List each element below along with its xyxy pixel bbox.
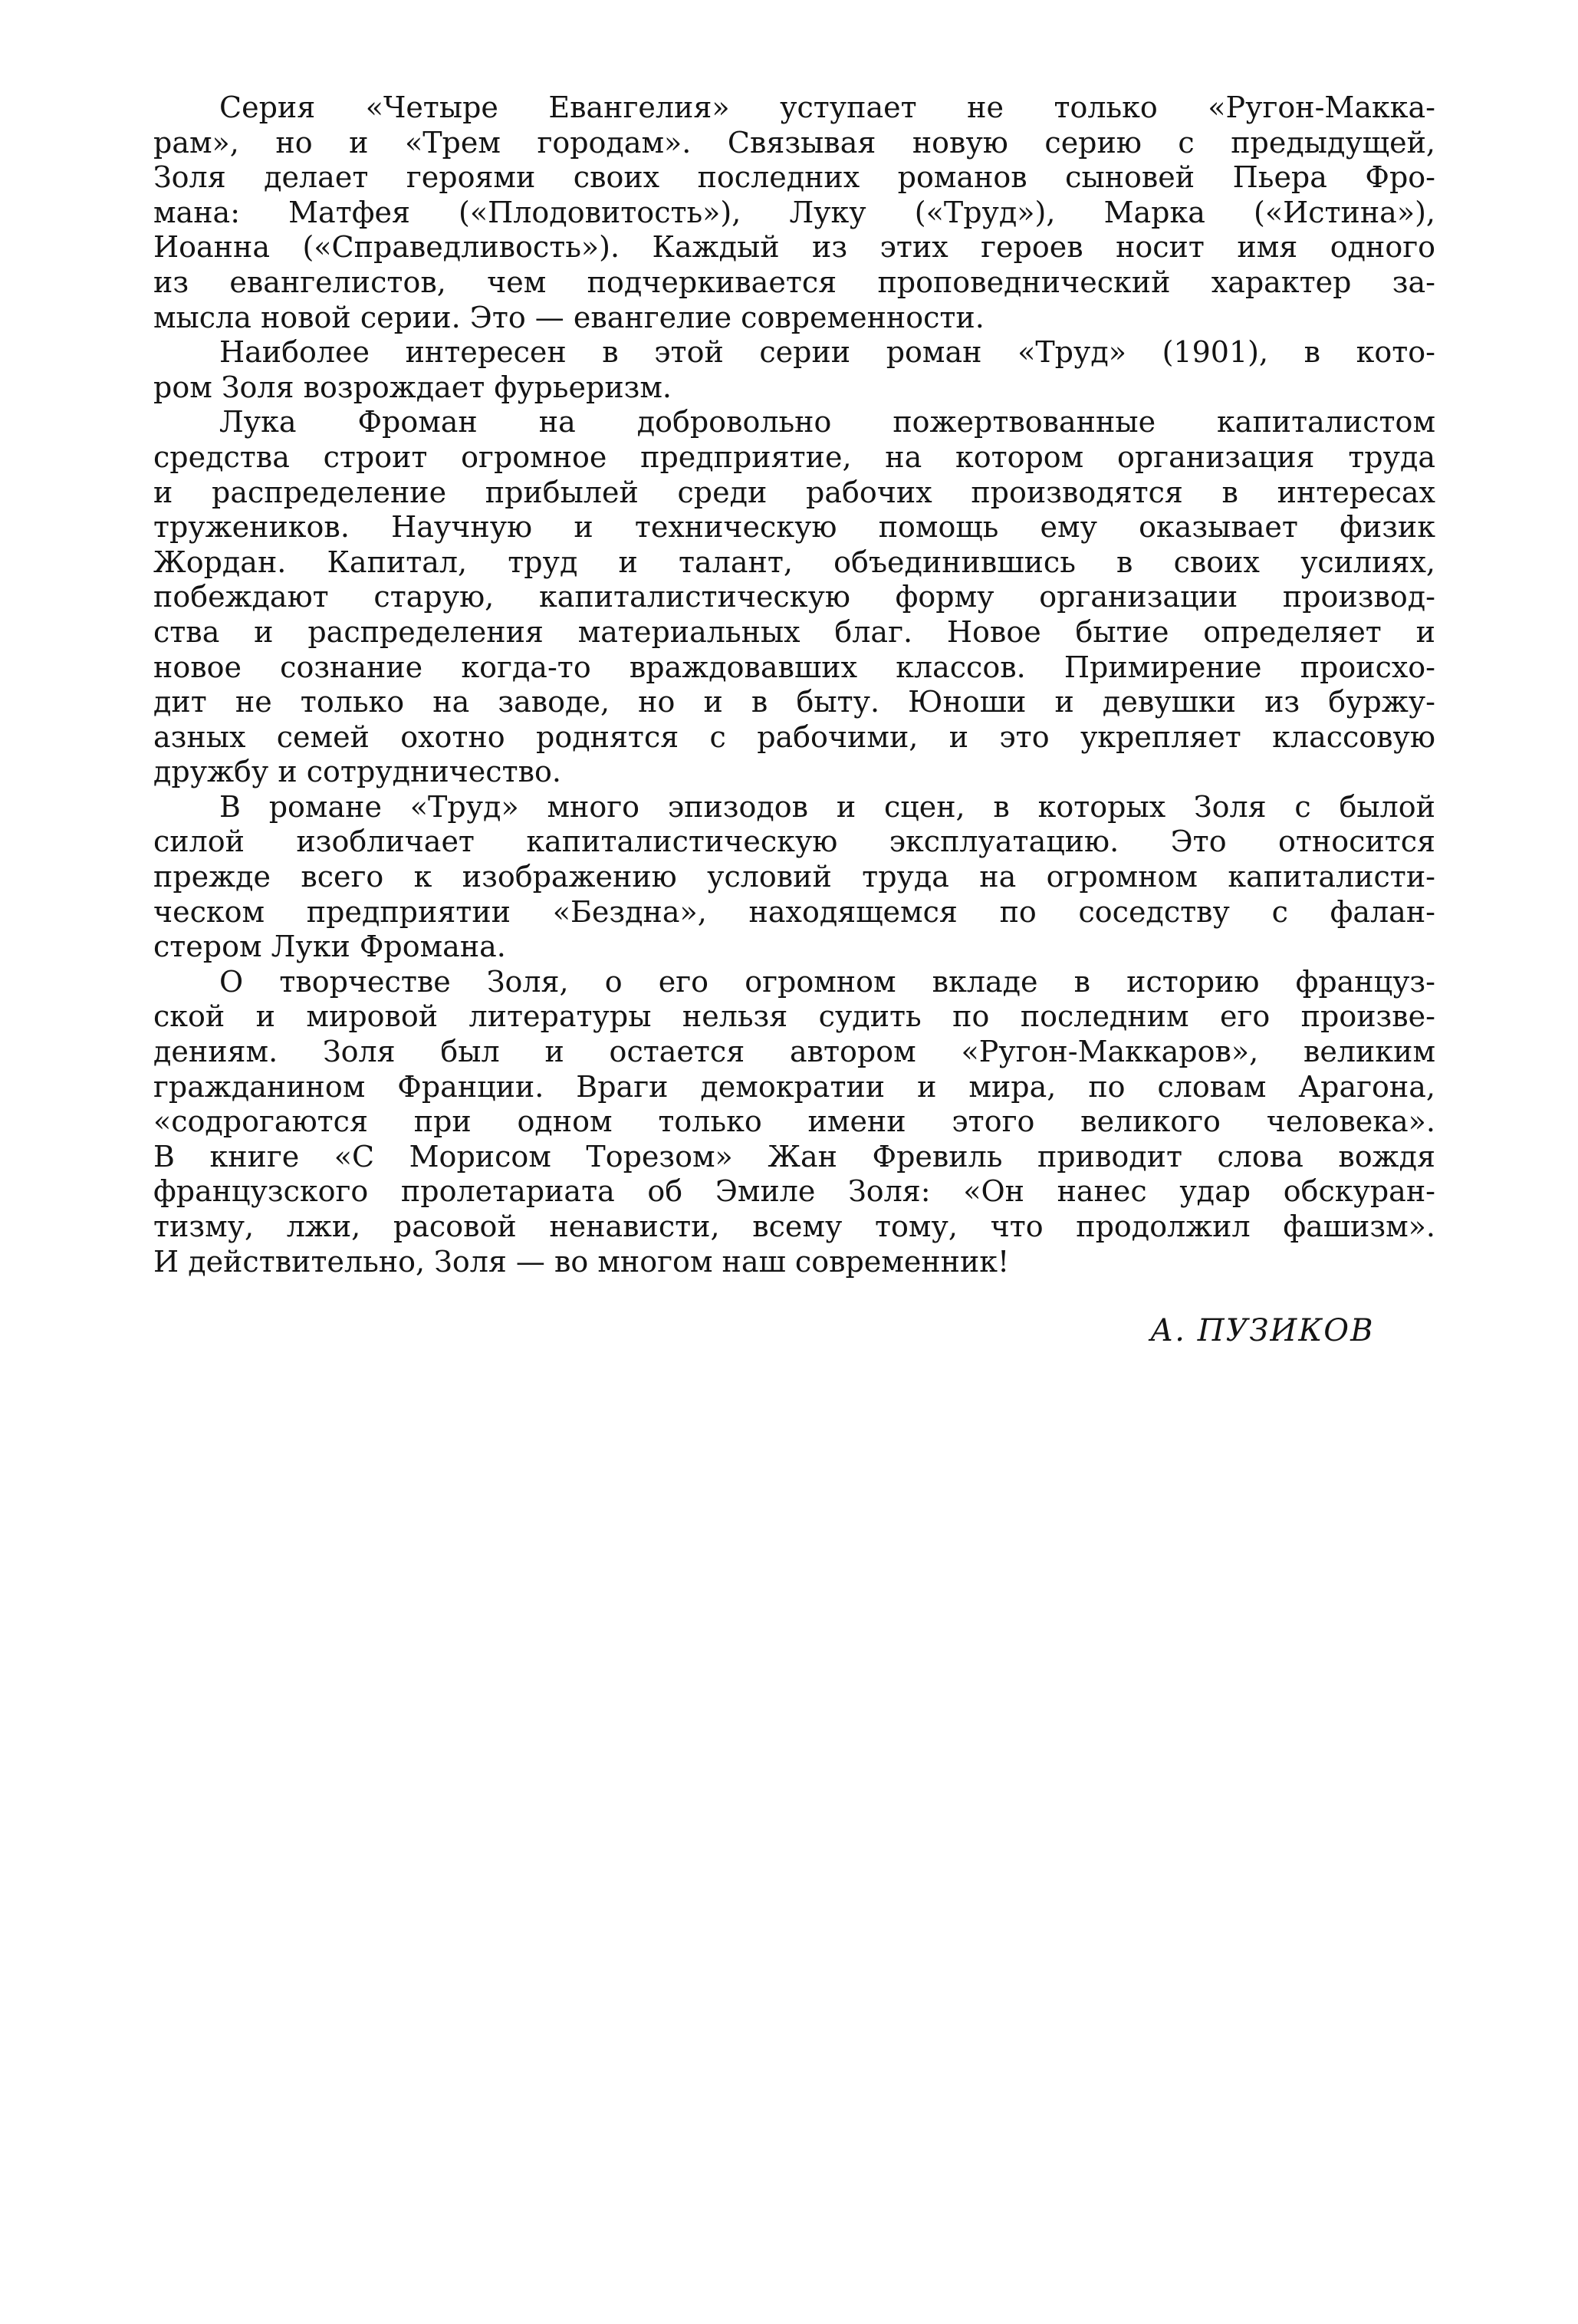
text-line: ром Золя возрождает фурьеризм.	[153, 370, 672, 404]
text-line: ческом предприятии «Бездна», находящемся по соседству с фалан-	[153, 894, 1435, 929]
text-line: Наиболее интересен в этой серии роман «Труд» (1901), в кото-	[219, 335, 1435, 370]
text-line: из евангелистов, чем подчеркивается проповеднический характер за-	[153, 265, 1435, 299]
text-line: Серия «Четыре Евангелия» уступает не только «Ругон-Макка-	[219, 91, 1435, 124]
paragraph	[153, 790, 1435, 965]
text-line: мысла новой серии. Это — евангелие современности.	[153, 300, 985, 334]
text-line: тружеников. Научную и техническую помощь ему оказывает физик	[153, 510, 1435, 545]
text-line: новое сознание когда-то враждовавших классов. Примирение происхо-	[153, 650, 1435, 684]
paragraph	[153, 335, 1435, 405]
text-line: силой изобличает капиталистическую эксплуатацию. Это относится	[153, 825, 1435, 859]
text-line: мана: Матфея («Плодовитость»), Луку («Труд»), Марка («Истина»),	[153, 195, 1435, 229]
text-line: прежде всего к изображению условий труда на огромном капиталисти-	[153, 860, 1435, 894]
article-body	[153, 91, 1435, 1279]
text-line: дружбу и сотрудничество.	[153, 755, 561, 789]
paragraph	[153, 91, 1435, 335]
text-line: Жордан. Капитал, труд и талант, объединившись в своих усилиях,	[153, 545, 1435, 579]
text-line: тизму, лжи, расовой ненависти, всему тому, что продолжил фашизм».	[153, 1210, 1435, 1243]
text-line: В романе «Труд» много эпизодов и сцен, в которых Золя с былой	[219, 789, 1435, 824]
text-line: французского пролетариата об Эмиле Золя: «Он нанес удар обскуран-	[153, 1174, 1435, 1209]
text-line: рам», но и «Трем городам». Связывая новую серию с предыдущей,	[153, 125, 1435, 160]
text-line: «содрогаются при одном только имени этого великого человека».	[153, 1104, 1435, 1139]
text-line: побеждают старую, капиталистическую форму организации производ-	[153, 580, 1435, 614]
text-line: стером Луки Фромана.	[153, 930, 506, 964]
author-signature: А. ПУЗИКОВ	[1150, 1313, 1375, 1348]
paragraph	[153, 405, 1435, 790]
text-line: Иоанна («Справедливость»). Каждый из этих героев носит имя одного	[153, 230, 1435, 265]
text-line: Лука Фроман на добровольно пожертвованные капиталистом	[219, 405, 1435, 439]
text-line: средства строит огромное предприятие, на котором организация труда	[153, 439, 1435, 474]
text-line: ства и распределения материальных благ. Новое бытие определяет и	[153, 614, 1435, 649]
text-line: О творчестве Золя, о его огромном вкладе в историю француз-	[219, 964, 1435, 999]
paragraph	[153, 965, 1435, 1279]
text-line: азных семей охотно роднятся с рабочими, и это укрепляет классовую	[153, 719, 1435, 754]
text-line: дит не только на заводе, но и в быту. Юноши и девушки из буржу-	[153, 685, 1435, 719]
text-line: И действительно, Золя — во многом наш современник!	[153, 1244, 1010, 1279]
text-line: В книге «С Морисом Торезом» Жан Фревиль приводит слова вождя	[153, 1139, 1435, 1174]
text-line: дениям. Золя был и остается автором «Ругон-Маккаров», великим	[153, 1035, 1435, 1069]
text-line: Золя делает героями своих последних романов сыновей Пьера Фро-	[153, 160, 1435, 195]
text-line: гражданином Франции. Враги демократии и мира, по словам Арагона,	[153, 1069, 1435, 1104]
text-line: ской и мировой литературы нельзя судить по последним его произве-	[153, 999, 1435, 1034]
text-line: и распределение прибылей среди рабочих производятся в интересах	[153, 475, 1435, 509]
